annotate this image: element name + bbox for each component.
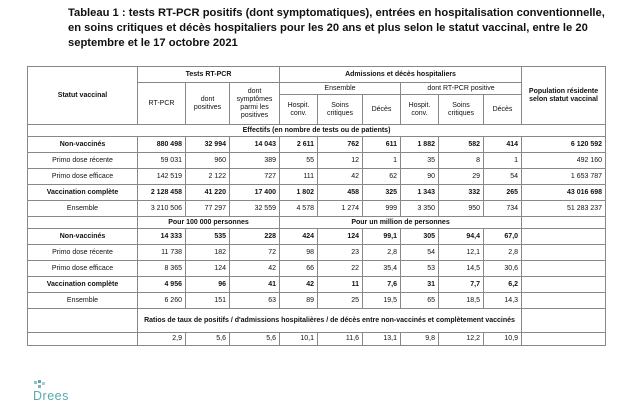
value-cell: 55 xyxy=(280,153,318,169)
ratio-label-spacer xyxy=(28,309,138,333)
ratio-cell: 5,6 xyxy=(186,333,230,346)
table-row xyxy=(28,153,606,169)
value-cell: 11 xyxy=(318,277,363,293)
value-cell: 2,8 xyxy=(484,245,522,261)
value-cell: 2 611 xyxy=(280,137,318,153)
table-row xyxy=(28,185,606,201)
header-admissions-deces: Admissions et décès hospitaliers xyxy=(280,67,522,83)
value-cell: 389 xyxy=(230,153,280,169)
value-cell: 14,3 xyxy=(484,293,522,309)
logo-dots-icon xyxy=(33,380,55,389)
value-cell: 124 xyxy=(186,261,230,277)
value-cell: 14 043 xyxy=(230,137,280,153)
logo-text: Drees xyxy=(33,389,69,403)
value-cell: 458 xyxy=(318,185,363,201)
value-cell: 59 031 xyxy=(138,153,186,169)
row-label: Primo dose récente xyxy=(28,245,138,261)
value-cell: 63 xyxy=(230,293,280,309)
empty-cell xyxy=(522,277,606,293)
value-cell: 54 xyxy=(484,169,522,185)
value-cell: 7,7 xyxy=(439,277,484,293)
value-cell: 32 994 xyxy=(186,137,230,153)
value-cell: 265 xyxy=(484,185,522,201)
ratio-cell: 10,9 xyxy=(484,333,522,346)
row-label: Primo dose efficace xyxy=(28,261,138,277)
table-row xyxy=(28,137,606,153)
value-cell: 325 xyxy=(363,185,401,201)
value-cell: 41 220 xyxy=(186,185,230,201)
header-dont-rtpcr-positive: dont RT-PCR positive xyxy=(401,83,522,95)
header-deces: Décès xyxy=(363,95,401,125)
value-cell: 611 xyxy=(363,137,401,153)
empty-cell xyxy=(522,229,606,245)
value-cell: 43 016 698 xyxy=(522,185,606,201)
value-cell: 142 519 xyxy=(138,169,186,185)
value-cell: 6 120 592 xyxy=(522,137,606,153)
value-cell: 17 400 xyxy=(230,185,280,201)
value-cell: 7,6 xyxy=(363,277,401,293)
ratio-cell: 11,6 xyxy=(318,333,363,346)
ratio-cell: 13,1 xyxy=(363,333,401,346)
value-cell: 54 xyxy=(401,245,439,261)
row-label: Vaccination complète xyxy=(28,277,138,293)
value-cell: 51 283 237 xyxy=(522,201,606,217)
value-cell: 3 350 xyxy=(401,201,439,217)
row-label: Vaccination complète xyxy=(28,185,138,201)
header-population: Population résidente selon statut vaccinal xyxy=(522,67,606,125)
value-cell: 111 xyxy=(280,169,318,185)
value-cell: 1 882 xyxy=(401,137,439,153)
header-soins-critiques: Soins critiques xyxy=(318,95,363,125)
ratio-cell: 12,2 xyxy=(439,333,484,346)
value-cell: 8 xyxy=(439,153,484,169)
row-label: Primo dose efficace xyxy=(28,169,138,185)
value-cell: 1 653 787 xyxy=(522,169,606,185)
value-cell: 8 365 xyxy=(138,261,186,277)
value-cell: 94,4 xyxy=(439,229,484,245)
ratio-cell: 10,1 xyxy=(280,333,318,346)
value-cell: 1 343 xyxy=(401,185,439,201)
header-ensemble: Ensemble xyxy=(280,83,401,95)
value-cell: 65 xyxy=(401,293,439,309)
value-cell: 25 xyxy=(318,293,363,309)
header-dont-symptomes: dont symptômes parmi les positives xyxy=(230,83,280,125)
ratio-cell: 9,8 xyxy=(401,333,439,346)
value-cell: 30,6 xyxy=(484,261,522,277)
value-cell: 305 xyxy=(401,229,439,245)
table-row xyxy=(28,293,606,309)
section-effectifs: Effectifs (en nombre de tests ou de patients) xyxy=(28,125,606,137)
value-cell: 1 802 xyxy=(280,185,318,201)
value-cell: 880 498 xyxy=(138,137,186,153)
value-cell: 414 xyxy=(484,137,522,153)
value-cell: 19,5 xyxy=(363,293,401,309)
value-cell: 228 xyxy=(230,229,280,245)
empty-cell xyxy=(522,245,606,261)
value-cell: 424 xyxy=(280,229,318,245)
value-cell: 1 xyxy=(363,153,401,169)
value-cell: 6 260 xyxy=(138,293,186,309)
value-cell: 35 xyxy=(401,153,439,169)
header-rtpcr: RT-PCR xyxy=(138,83,186,125)
value-cell: 2,8 xyxy=(363,245,401,261)
value-cell: 3 210 506 xyxy=(138,201,186,217)
value-cell: 77 297 xyxy=(186,201,230,217)
header-dont-positives: dont positives xyxy=(186,83,230,125)
taux-rows xyxy=(28,229,606,309)
value-cell: 11 738 xyxy=(138,245,186,261)
header-soins-critiques: Soins critiques xyxy=(439,95,484,125)
value-cell: 66 xyxy=(280,261,318,277)
value-cell: 67,0 xyxy=(484,229,522,245)
value-cell: 99,1 xyxy=(363,229,401,245)
section-ratios: Ratios de taux de positifs / d'admissions hospitalières / de décès entre non-vaccinés et complètement vaccinés xyxy=(138,309,522,333)
value-cell: 18,5 xyxy=(439,293,484,309)
row-label: Non-vaccinés xyxy=(28,229,138,245)
value-cell: 332 xyxy=(439,185,484,201)
ratio-label-spacer xyxy=(522,309,606,333)
value-cell: 492 160 xyxy=(522,153,606,169)
empty-cell xyxy=(28,333,138,346)
value-cell: 950 xyxy=(439,201,484,217)
value-cell: 35,4 xyxy=(363,261,401,277)
value-cell: 29 xyxy=(439,169,484,185)
table-caption: Tableau 1 : tests RT-PCR positifs (dont symptomatiques), entrées en hospitalisation conventionnelle, en soins critiques et décès hospitaliers pour les 20 ans et plus selon le statut vaccinal, entre le 20 septembre et le 17 octobre 2021 xyxy=(68,7,605,49)
row-label: Primo dose récente xyxy=(28,153,138,169)
section-spacer xyxy=(28,217,138,229)
value-cell: 14,5 xyxy=(439,261,484,277)
value-cell: 1 274 xyxy=(318,201,363,217)
value-cell: 535 xyxy=(186,229,230,245)
effectifs-rows xyxy=(28,137,606,217)
drees-logo xyxy=(33,380,89,404)
value-cell: 727 xyxy=(230,169,280,185)
header-statut-vaccinal: Statut vaccinal xyxy=(28,67,138,125)
value-cell: 14 333 xyxy=(138,229,186,245)
value-cell: 4 578 xyxy=(280,201,318,217)
section-spacer xyxy=(522,217,606,229)
value-cell: 98 xyxy=(280,245,318,261)
table-row xyxy=(28,169,606,185)
header-hospit-conv: Hospit. conv. xyxy=(280,95,318,125)
section-pour-100000: Pour 100 000 personnes xyxy=(138,217,280,229)
value-cell: 42 xyxy=(318,169,363,185)
ratio-cell: 2,9 xyxy=(138,333,186,346)
value-cell: 2 122 xyxy=(186,169,230,185)
value-cell: 762 xyxy=(318,137,363,153)
value-cell: 2 128 458 xyxy=(138,185,186,201)
value-cell: 42 xyxy=(230,261,280,277)
value-cell: 53 xyxy=(401,261,439,277)
row-label: Non-vaccinés xyxy=(28,137,138,153)
value-cell: 72 xyxy=(230,245,280,261)
value-cell: 6,2 xyxy=(484,277,522,293)
empty-cell xyxy=(522,261,606,277)
section-pour-un-million: Pour un million de personnes xyxy=(280,217,522,229)
table-row xyxy=(28,261,606,277)
value-cell: 90 xyxy=(401,169,439,185)
empty-cell xyxy=(522,333,606,346)
ratio-row xyxy=(28,333,606,346)
value-cell: 62 xyxy=(363,169,401,185)
header-tests-rtpcr: Tests RT-PCR xyxy=(138,67,280,83)
empty-cell xyxy=(522,293,606,309)
value-cell: 22 xyxy=(318,261,363,277)
table-row xyxy=(28,201,606,217)
header-hospit-conv: Hospit. conv. xyxy=(401,95,439,125)
header-deces: Décès xyxy=(484,95,522,125)
table-row xyxy=(28,245,606,261)
value-cell: 582 xyxy=(439,137,484,153)
vaccination-status-table xyxy=(27,66,606,346)
value-cell: 960 xyxy=(186,153,230,169)
value-cell: 23 xyxy=(318,245,363,261)
value-cell: 12,1 xyxy=(439,245,484,261)
value-cell: 151 xyxy=(186,293,230,309)
value-cell: 42 xyxy=(280,277,318,293)
value-cell: 734 xyxy=(484,201,522,217)
value-cell: 41 xyxy=(230,277,280,293)
row-label: Ensemble xyxy=(28,201,138,217)
ratio-cell: 5,6 xyxy=(230,333,280,346)
table-row xyxy=(28,277,606,293)
value-cell: 32 559 xyxy=(230,201,280,217)
value-cell: 4 956 xyxy=(138,277,186,293)
value-cell: 124 xyxy=(318,229,363,245)
value-cell: 999 xyxy=(363,201,401,217)
value-cell: 96 xyxy=(186,277,230,293)
value-cell: 31 xyxy=(401,277,439,293)
value-cell: 1 xyxy=(484,153,522,169)
value-cell: 12 xyxy=(318,153,363,169)
value-cell: 182 xyxy=(186,245,230,261)
row-label: Ensemble xyxy=(28,293,138,309)
value-cell: 89 xyxy=(280,293,318,309)
table-row xyxy=(28,229,606,245)
